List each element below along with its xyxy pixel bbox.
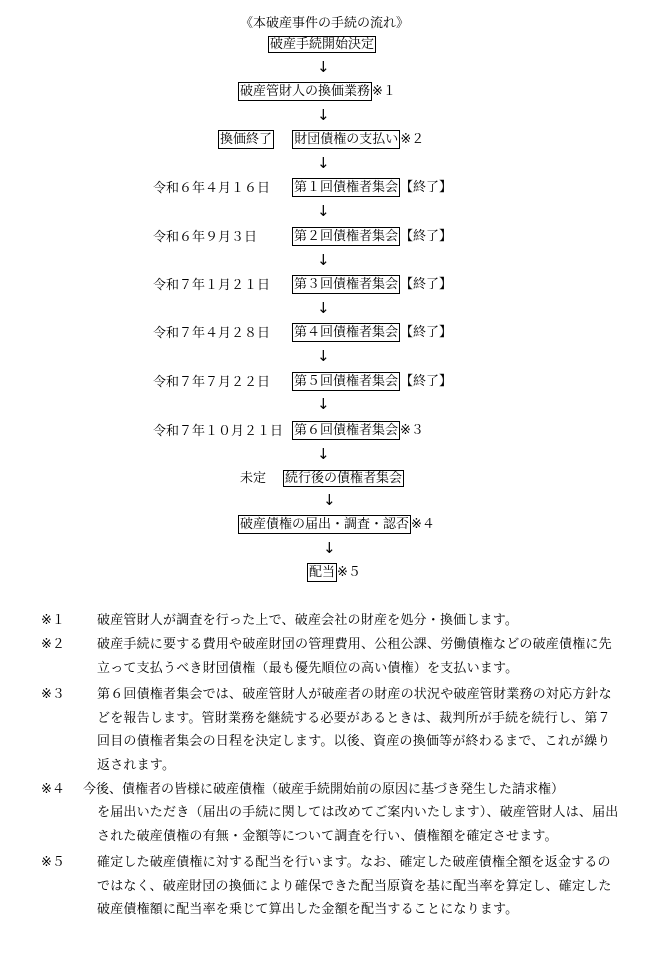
step-liquidation: 破産管財人の換価業務 [240, 84, 371, 99]
meeting-date-4: 令和７年４月２８日 [153, 326, 271, 341]
note-text-1: 破産管財人が調査を行った上で、破産会社の財産を処分・換価します。 [97, 613, 519, 628]
arrow-9: ↓ [317, 445, 330, 463]
meeting-label-2: 第２回債権者集会 [294, 229, 399, 244]
meeting-row-2 [292, 230, 452, 243]
arrow-7: ↓ [317, 347, 330, 365]
undecided-label: 未定 [240, 471, 267, 486]
meeting-label-5: 第５回債権者集会 [294, 374, 399, 389]
step-liq-end: 換価終了 [220, 132, 273, 147]
meeting-label-4: 第４回債権者集会 [294, 325, 399, 340]
meeting-row-3 [292, 278, 452, 291]
arrow-11: ↓ [323, 539, 336, 557]
continued-meeting: 続行後の債権者集会 [285, 471, 403, 486]
step-liq-end-row [218, 133, 424, 146]
meeting-row-1 [292, 181, 452, 194]
meeting-status-6: ※３ [400, 423, 424, 438]
note-mark-1: ※１ [41, 613, 65, 628]
arrow-2: ↓ [317, 106, 330, 124]
note-mark-5: ※５ [41, 855, 65, 870]
note-mark-3: ※３ [41, 687, 65, 702]
step-claims-ref: ※４ [411, 517, 435, 532]
meeting-label-6: 第６回債権者集会 [294, 423, 399, 438]
step-claims-row [238, 518, 435, 531]
page-title: 《本破産事件の手続の流れ》 [240, 16, 410, 31]
meeting-status-1: 【終了】 [400, 180, 453, 195]
step-liquidation-row [238, 85, 396, 98]
step-claims: 破産債権の届出・調査・認否 [240, 517, 410, 532]
meeting-status-4: 【終了】 [400, 325, 453, 340]
meeting-date-6: 令和７年１０月２１日 [153, 424, 284, 439]
arrow-5: ↓ [317, 251, 330, 269]
meeting-date-2: 令和６年９月３日 [153, 230, 258, 245]
step-dividend-ref: ※５ [337, 565, 361, 580]
meeting-row-5 [292, 375, 452, 388]
meeting-date-3: 令和７年１月２１日 [153, 278, 271, 293]
step-liquidation-ref: ※１ [372, 84, 396, 99]
note-mark-2: ※２ [41, 637, 65, 652]
arrow-6: ↓ [317, 299, 330, 317]
note-text-4-first: 今後、債権者の皆様に破産債権（破産手続開始前の原因に基づき発生した請求権） [83, 782, 565, 797]
step-estate-claim: 財団債権の支払い [294, 132, 399, 147]
note-text-4-rest: を届出いただき（届出の手続に関しては改めてご案内いたします）、破産管財人は、届出された破産債権の有無・金額等について調査を行い、債権額を確定させます。 [97, 805, 619, 844]
arrow-10: ↓ [323, 491, 336, 509]
arrow-4: ↓ [317, 202, 330, 220]
arrow-3: ↓ [317, 154, 330, 172]
step-start: 破産手続開始決定 [270, 37, 375, 52]
meeting-row-6 [292, 424, 424, 437]
note-mark-4: ※４ [41, 782, 65, 797]
arrow-1: ↓ [317, 58, 330, 76]
step-dividend-row [307, 566, 361, 579]
meeting-label-1: 第１回債権者集会 [294, 180, 399, 195]
meeting-status-2: 【終了】 [400, 229, 453, 244]
meeting-label-3: 第３回債権者集会 [294, 277, 399, 292]
note-text-5: 確定した破産債権に対する配当を行います。なお、確定した破産債権全額を返金するのではなく、破産財団の換価により確保できた配当原資を基に配当率を算定し、確定した破産債権額に配当率を乗じて算出した金額を配当することになります。 [97, 855, 612, 917]
note-text-2: 破産手続に要する費用や破産財団の管理費用、公租公課、労働債権などの破産債権に先立って支払うべき財団債権（最も優先順位の高い債権）を支払います。 [97, 637, 612, 676]
meeting-status-5: 【終了】 [400, 374, 453, 389]
arrow-8: ↓ [317, 395, 330, 413]
meeting-row-4 [292, 326, 452, 339]
step-estate-claim-ref: ※２ [400, 132, 425, 147]
meeting-date-1: 令和６年４月１６日 [153, 181, 271, 196]
note-text-3: 第６回債権者集会では、破産管財人が破産者の財産の状況や破産管財業務の対応方針などを報告します。管財業務を継続する必要があるときは、裁判所が手続を続行し、第７回目の債権者集会の日程を決定します。以後、資産の換価等が終わるまで、これが繰り返されます。 [97, 687, 612, 773]
meeting-date-5: 令和７年７月２２日 [153, 375, 271, 390]
meeting-status-3: 【終了】 [400, 277, 453, 292]
step-dividend: 配当 [309, 565, 336, 580]
